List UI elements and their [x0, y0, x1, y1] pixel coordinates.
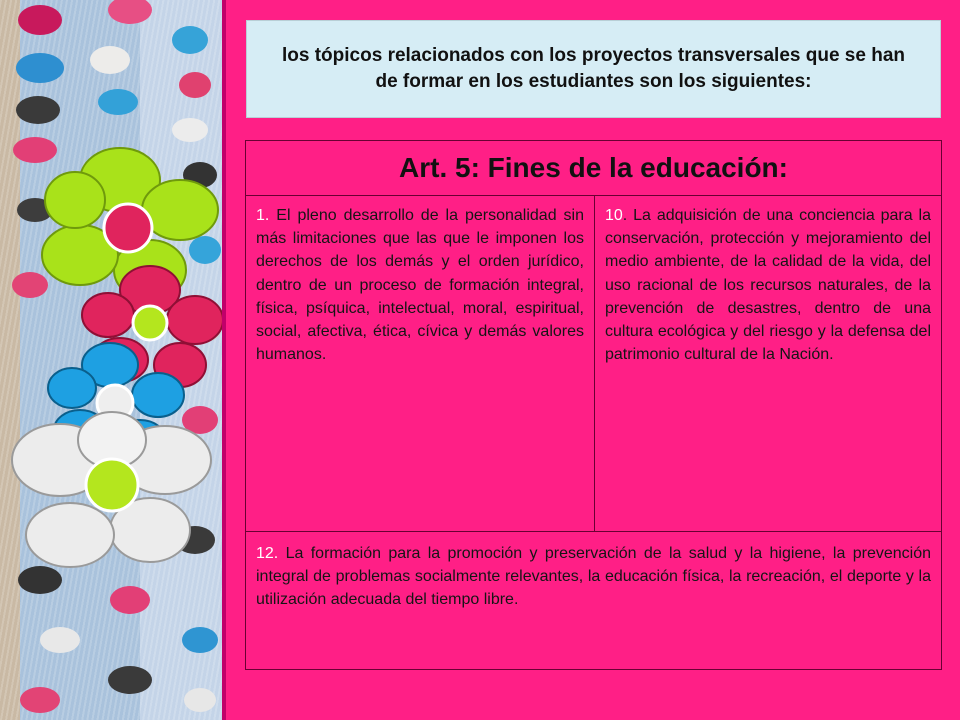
table-cell: [246, 532, 941, 669]
intro-box: [246, 20, 941, 118]
intro-text: los tópicos relacionados con los proyectos transversales que se han de formar en los estudiantes son los siguientes:: [282, 45, 905, 92]
item-text: La formación para la promoción y preservación de la salud y la higiene, la prevención integral de problemas socialmente relevantes, la educación física, la recreación, el deporte y la utilización adecuada del tiempo libre.: [256, 545, 931, 609]
table-title: Art. 5: Fines de la educación:: [246, 141, 941, 196]
item-number: 1.: [256, 207, 270, 224]
item-text: . La adquisición de una conciencia para la conservación, protección y mejoramiento del medio ambiente, de la calidad de la vida, del uso racional de los recursos naturales, de la prevención de desastres, dentro de una cultura ecológica y del riesgo y la defensa del patrimonio cultural de la Nación.: [605, 207, 931, 364]
table-cell: [595, 196, 941, 532]
decorative-flower-strip: [0, 0, 222, 720]
white-flower: [12, 412, 211, 567]
frame-divider: [222, 0, 226, 720]
fines-table: [245, 140, 942, 670]
item-number: 10: [605, 207, 623, 224]
item-number: 12.: [256, 545, 279, 562]
flower-illustration: [0, 0, 222, 720]
item-text: El pleno desarrollo de la personalidad sin más limitaciones que las que le imponen los derechos de los demás y el orden jurídico, dentro de un proceso de formación integral, física, psíquica, intelectual, moral, espiritual, social, afectiva, ética, cívica y demás valores humanos.: [256, 207, 584, 364]
table-cell: [246, 196, 595, 532]
